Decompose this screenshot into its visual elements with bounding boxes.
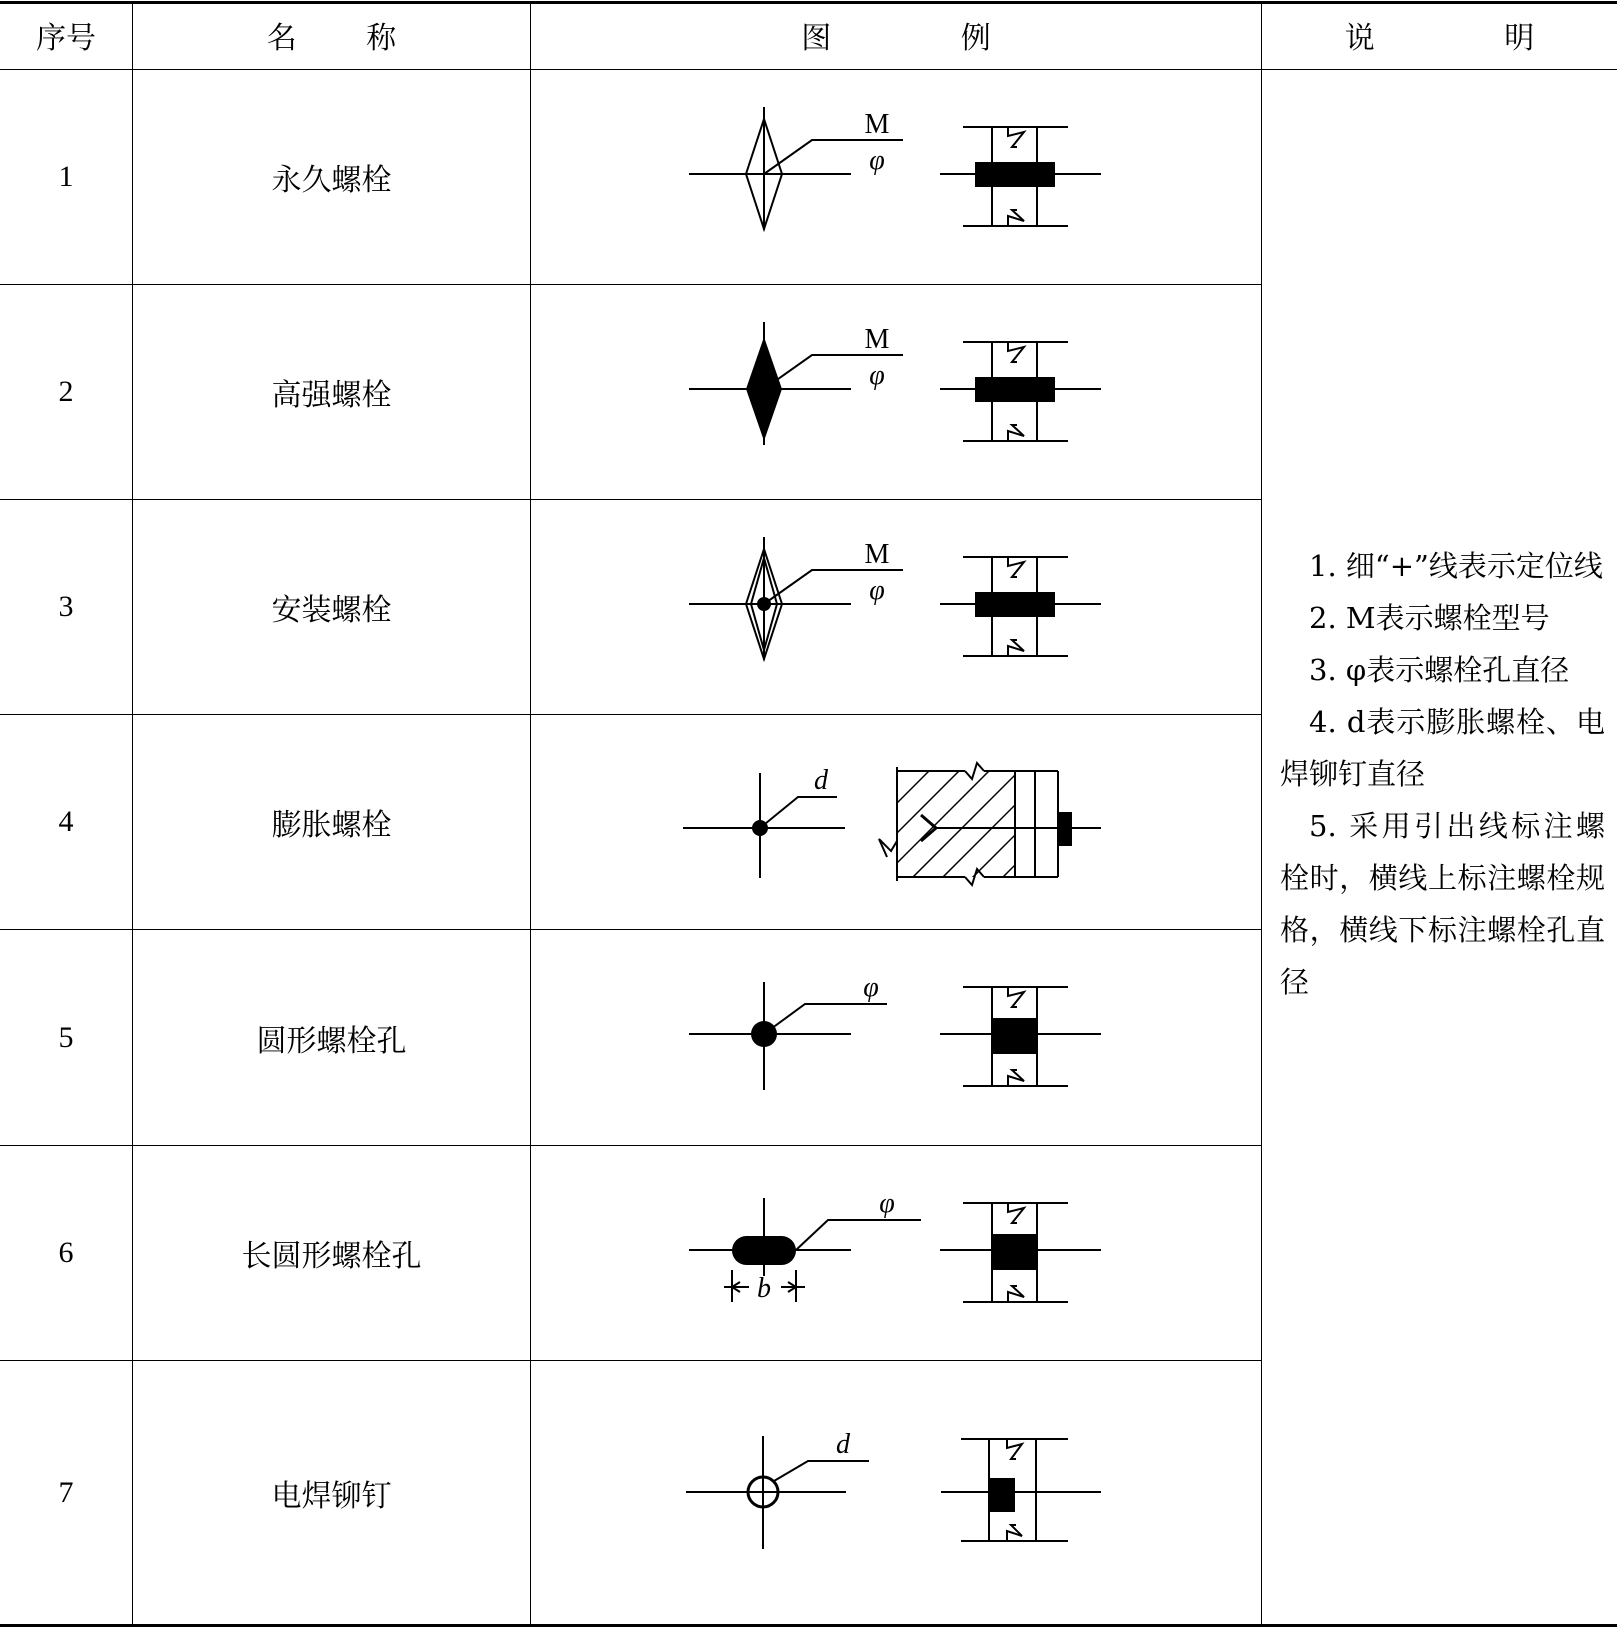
header-description: 说 明 bbox=[1344, 21, 1595, 56]
row-name: 高强螺栓 bbox=[271, 378, 392, 413]
label-m: M bbox=[864, 539, 890, 570]
table-bottom-border bbox=[0, 1624, 1617, 1627]
label-m: M bbox=[864, 109, 890, 140]
slotted-bolt-hole-legend bbox=[531, 1146, 1261, 1360]
expansion-bolt-legend bbox=[531, 715, 1261, 929]
note-item: 1. 细“+”线表示定位线 bbox=[1309, 549, 1603, 583]
column-divider bbox=[1261, 1, 1262, 1627]
label-d: d bbox=[836, 1429, 850, 1460]
header-name: 名 称 bbox=[266, 21, 427, 56]
row-name: 长圆形螺栓孔 bbox=[241, 1239, 422, 1274]
row-name: 永久螺栓 bbox=[271, 163, 392, 198]
row-name: 电焊铆钉 bbox=[271, 1478, 392, 1514]
row-name: 膨胀螺栓 bbox=[271, 808, 392, 843]
label-m: M bbox=[864, 324, 890, 355]
label-phi: φ bbox=[869, 360, 885, 391]
row-number: 3 bbox=[58, 590, 74, 623]
label-phi: φ bbox=[869, 145, 885, 176]
row-number: 5 bbox=[58, 1020, 74, 1054]
row-number: 1 bbox=[58, 160, 74, 193]
header-legend: 图 例 bbox=[801, 21, 1051, 56]
high-strength-bolt-legend bbox=[531, 285, 1261, 499]
note-item: 5. 采用引出线标注螺栓时，横线上标注螺栓规格，横线下标注螺栓孔直径 bbox=[1280, 809, 1605, 999]
label-phi: φ bbox=[869, 575, 885, 606]
round-bolt-hole-legend bbox=[531, 930, 1261, 1145]
note-item: 2. M表示螺栓型号 bbox=[1309, 601, 1550, 635]
header-no: 序号 bbox=[36, 21, 96, 56]
row-number: 6 bbox=[58, 1236, 74, 1269]
row-number: 4 bbox=[58, 805, 74, 838]
label-phi: φ bbox=[879, 1188, 895, 1219]
note-item: 3. φ表示螺栓孔直径 bbox=[1309, 653, 1570, 687]
label-d: d bbox=[814, 765, 828, 796]
row-name: 安装螺栓 bbox=[271, 593, 392, 628]
row-number: 2 bbox=[58, 375, 74, 408]
label-b: b bbox=[757, 1273, 771, 1304]
description-notes bbox=[1280, 540, 1605, 1008]
welded-rivet-legend bbox=[531, 1361, 1261, 1624]
note-item: 4. d表示膨胀螺栓、电焊铆钉直径 bbox=[1280, 705, 1605, 791]
label-phi: φ bbox=[863, 972, 879, 1003]
installation-bolt-legend bbox=[531, 500, 1261, 714]
row-name: 圆形螺栓孔 bbox=[256, 1023, 407, 1059]
row-number: 7 bbox=[58, 1475, 74, 1509]
permanent-bolt-legend bbox=[531, 70, 1261, 284]
